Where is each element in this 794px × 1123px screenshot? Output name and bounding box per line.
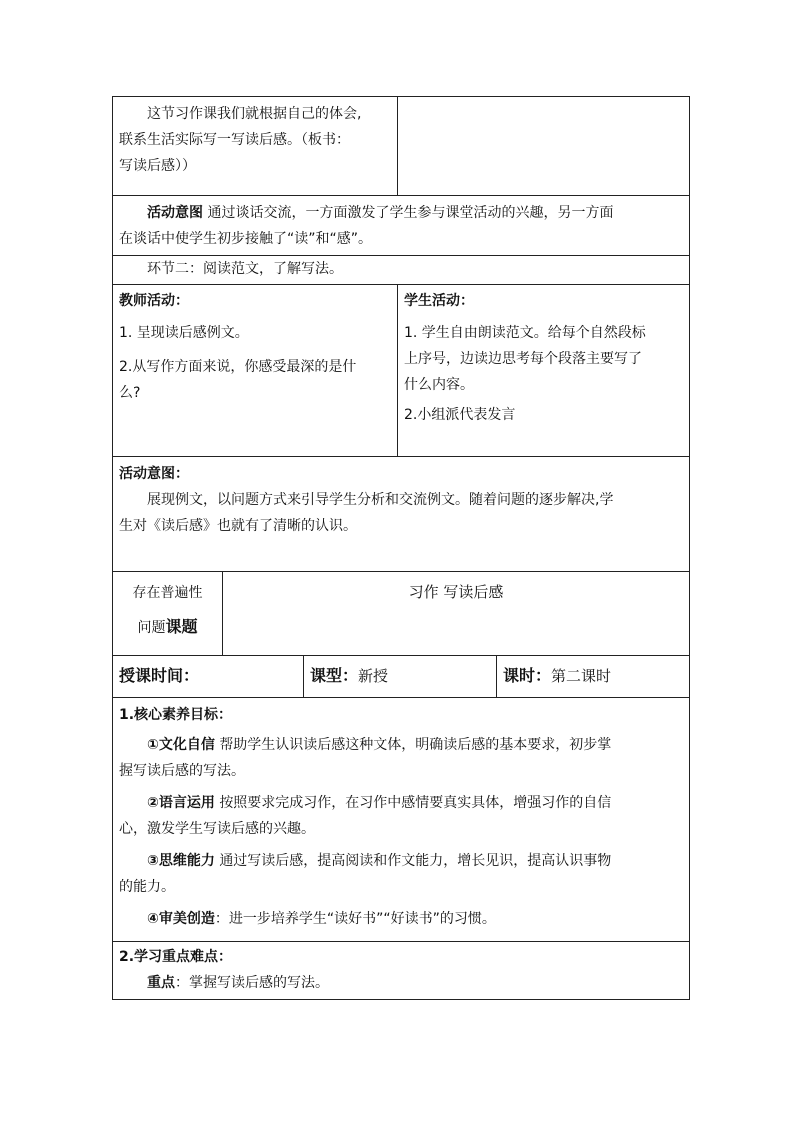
goal-2-line-2: 心，激发学生写读后感的兴趣。: [119, 821, 315, 837]
topic-label-line-2: [113, 614, 222, 641]
intent2-line-2: 生对《读后感》也就有了清晰的认识。: [119, 518, 357, 534]
student-item-1-line-3: 什么内容。: [404, 377, 474, 393]
topic-title-cell: [223, 572, 690, 656]
topic-title: 习作 写读后感: [408, 583, 504, 601]
intent1-line-2: 在谈话中使学生初步接触了“读”和“感”。: [119, 231, 373, 247]
goal-1-label: ①文化自信: [147, 737, 215, 753]
intent2-line-1: 展现例文，以问题方式来引导学生分析和交流例文。随着问题的逐步解决,学: [147, 492, 614, 508]
goal-3-line-1: [113, 848, 689, 874]
intent1-label: 活动意图: [147, 205, 203, 221]
goal-4-label: ④审美创造: [147, 911, 215, 927]
teacher-heading: 教师活动：: [119, 293, 189, 309]
intent1-cell: [113, 196, 690, 256]
info-table: [112, 655, 690, 698]
topic-label-line2-a: 问题: [137, 620, 166, 636]
teacher-cell: [113, 285, 398, 457]
type-label: 课型：: [310, 666, 359, 685]
period-label: 课时：: [503, 666, 552, 685]
intro-left-cell: [113, 97, 398, 196]
lesson-plan-page: [112, 96, 689, 1000]
goal-3-text: 通过写读后感，提高阅读和作文能力，增长见识，提高认识事物: [219, 853, 612, 869]
type-cell: [304, 656, 497, 698]
keypoints-heading: 2.学习重点难点：: [119, 949, 233, 965]
intro-right-cell: [398, 97, 690, 196]
key-label: 重点: [147, 975, 175, 991]
activity-table: [112, 195, 690, 572]
intent1-line1-text: 通过谈话交流，一方面激发了学生参与课堂活动的兴趣，另一方面: [207, 205, 614, 221]
teacher-item-2-line-1: 2.从写作方面来说，你感受最深的是什: [119, 359, 357, 375]
topic-table: [112, 571, 690, 656]
step2-text: 环节二：阅读范文，了解写法。: [147, 261, 343, 277]
goal-2-text: 按照要求完成习作，在习作中感情要真实具体，增强习作的自信: [219, 795, 612, 811]
goal-4-line: [113, 906, 689, 932]
goals-cell: [113, 698, 690, 942]
goal-1-text: 帮助学生认识读后感这种文体，明确读后感的基本要求，初步掌: [219, 737, 612, 753]
intent1-line-1: [113, 200, 689, 226]
key-text: ：掌握写读后感的写法。: [175, 975, 329, 991]
goal-3-line-2: 的能力。: [119, 879, 175, 895]
topic-label-line2-b: 课题: [165, 617, 198, 636]
goals-heading: 1.核心素养目标：: [119, 707, 233, 723]
student-cell: [398, 285, 690, 457]
time-label: 授课时间：: [119, 666, 200, 685]
teacher-item-1: 1. 呈现读后感例文。: [119, 325, 249, 341]
goal-4-text: ：进一步培养学生“读好书”“好读书”的习惯。: [214, 911, 496, 927]
teacher-item-2-line-2: 么?: [119, 385, 141, 401]
student-heading: 学生活动：: [404, 293, 474, 309]
intro-table: [112, 96, 690, 196]
goal-3-label: ③思维能力: [147, 853, 215, 869]
student-item-1-line-1: 1. 学生自由朗读范文。给每个自然段标: [404, 325, 646, 341]
goal-2-label: ②语言运用: [147, 795, 215, 811]
intent2-cell: [113, 457, 690, 572]
goal-2-line-1: [113, 790, 689, 816]
goals-table: [112, 697, 690, 1000]
student-item-2: 2.小组派代表发言: [404, 407, 516, 423]
period-value: 第二课时: [551, 667, 612, 685]
intro-line-3: 写读后感））: [119, 158, 196, 174]
period-cell: [497, 656, 690, 698]
intent2-heading: 活动意图：: [119, 466, 189, 482]
intro-line-1: 这节习作课我们就根据自己的体会,: [147, 106, 362, 122]
step2-cell: [113, 256, 690, 285]
topic-label-line-1: 存在普遍性: [132, 585, 203, 601]
goal-1-line-2: 握写读后感的写法。: [119, 763, 245, 779]
topic-label-cell: [113, 572, 223, 656]
type-value: 新授: [358, 667, 389, 685]
intro-line-2: 联系生活实际写一写读后感。（板书：: [119, 132, 350, 148]
period-line: [497, 663, 689, 690]
type-line: [304, 663, 496, 690]
keypoints-cell: [113, 942, 690, 1000]
time-cell: [113, 656, 304, 698]
student-item-1-line-2: 上序号，边读边思考每个段落主要写了: [404, 351, 642, 367]
keypoints-line: [113, 970, 689, 996]
goal-1-line-1: [113, 732, 689, 758]
